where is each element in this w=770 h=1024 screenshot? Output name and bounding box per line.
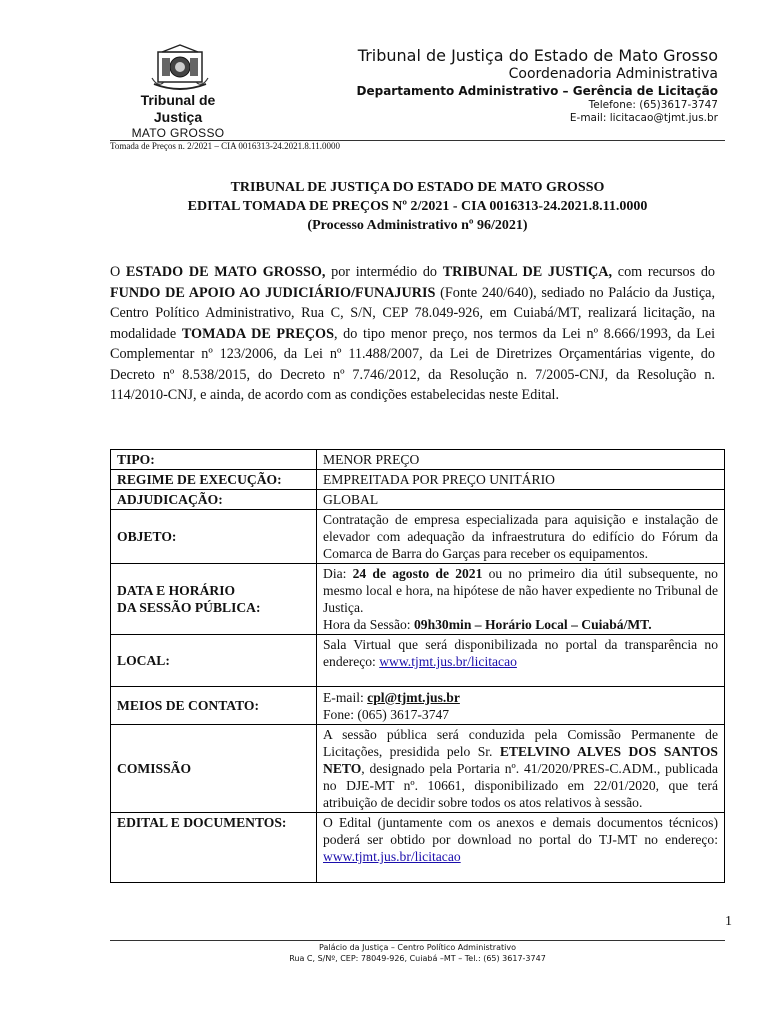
table-row	[111, 725, 725, 813]
title-line-2: EDITAL TOMADA DE PREÇOS Nº 2/2021 - CIA 0016313-24.2021.8.11.0000	[187, 199, 648, 214]
letterhead-court: Tribunal de Justiça do Estado de Mato Grosso	[357, 46, 718, 65]
cell-text: E-mail:	[323, 689, 368, 705]
intro-bold: FUNDO DE APOIO AO JUDICIÁRIO/FUNAJURIS	[110, 284, 436, 301]
edital-summary-table	[110, 449, 725, 883]
intro-paragraph	[110, 262, 715, 406]
row-value-adjudicacao: GLOBAL	[317, 490, 725, 510]
page-number: 1	[725, 914, 732, 929]
coat-of-arms-icon	[150, 44, 210, 96]
row-value-edital-documentos	[317, 813, 725, 883]
contact-phone: Fone: (065) 3617-3747	[323, 706, 450, 722]
cell-text: Hora da Sessão:	[323, 617, 414, 632]
letterhead-coordination: Coordenadoria Administrativa	[508, 66, 718, 82]
row-label-regime: REGIME DE EXECUÇÃO:	[111, 470, 317, 490]
document-reference: Tomada de Preços n. 2/2021 – CIA 0016313-24.2021.8.11.0000	[110, 141, 341, 151]
letterhead-department: Departamento Administrativo – Gerência de Licitação	[356, 84, 718, 98]
row-value-tipo: MENOR PREÇO	[317, 450, 725, 470]
row-value-data-horario	[317, 564, 725, 635]
footer-line-2: Rua C, S/Nº, CEP: 78049-926, Cuiabá –MT – Tel.: (65) 3617-3747	[289, 953, 546, 963]
row-value-objeto: Contratação de empresa especializada para aquisição e instalação de elevador com adequação da infraestrutura do edifício do Fórum da Comarca de Barra do Garças para receber os equipamentos.	[317, 510, 725, 564]
intro-bold: ESTADO DE MATO GROSSO,	[125, 264, 326, 280]
title-line-1: TRIBUNAL DE JUSTIÇA DO ESTADO DE MATO GROSSO	[230, 180, 605, 195]
intro-bold: TOMADA DE PREÇOS	[181, 325, 334, 342]
letterhead-email: E-mail: licitacao@tjmt.jus.br	[569, 112, 718, 124]
cell-text: Sala Virtual que será disponibilizada no portal da transparência no endereço:	[323, 637, 718, 669]
institution-name: Tribunal de Justiça	[140, 92, 216, 125]
footer	[110, 943, 725, 964]
row-label-data-horario	[111, 564, 317, 635]
row-label-tipo: TIPO:	[111, 450, 317, 470]
table-row	[111, 564, 725, 635]
row-value-regime: EMPREITADA POR PREÇO UNITÁRIO	[317, 470, 725, 490]
table-row	[111, 490, 725, 510]
title-line-3: (Processo Administrativo nº 96/2021)	[307, 218, 528, 233]
row-label-adjudicacao: ADJUDICAÇÃO:	[111, 490, 317, 510]
table-row	[111, 470, 725, 490]
table-row	[111, 635, 725, 687]
row-label-comissao: COMISSÃO	[111, 725, 317, 813]
row-label-meios-contato: MEIOS DE CONTATO:	[111, 687, 317, 725]
intro-text: , do tipo menor preço, nos termos da Lei nº 8.666/1993, da Lei Complementar nº 123/2006, da Lei nº 11.488/2007, da Lei de Diretrizes Orçamentárias vigente, do Decreto nº 8.538/2015, do Decreto nº 7.746/2012, da Resolução n. 7/2005-CNJ, da Resolução n. 114/2010-CNJ, e ainda, de acordo com as condições estabelecidas neste Edital.	[110, 325, 716, 403]
intro-text: (Fonte 240/640), sediado no Palácio da Justiça, Centro Político Administrativo, Rua C, S/N, CEP 78.049-926, em Cuiabá/MT, realizará licitação, na modalidade	[110, 284, 715, 342]
document-title	[110, 178, 725, 235]
cell-text: O Edital (juntamente com os anexos e demais documentos técnicos) poderá ser obtido por download no portal do TJ-MT no endereço:	[323, 815, 718, 847]
footer-divider	[110, 940, 725, 941]
cell-text: ou no primeiro dia útil subsequente, no mesmo local e hora, na hipótese de não haver expediente no Tribunal de Justiça.	[323, 566, 718, 615]
letterhead	[357, 46, 718, 125]
table-row	[111, 813, 725, 883]
intro-text: com recursos do	[612, 264, 716, 280]
row-value-comissao	[317, 725, 725, 813]
intro-text: O	[110, 264, 126, 280]
commission-president: ETELVINO ALVES DOS SANTOS NETO	[323, 744, 718, 776]
letterhead-phone: Telefone: (65)3617-3747	[588, 99, 718, 111]
table-row	[111, 450, 725, 470]
row-label-local: LOCAL:	[111, 635, 317, 687]
institution-state: MATO GROSSO	[131, 126, 225, 140]
table-row	[111, 510, 725, 564]
edital-download-link[interactable]: www.tjmt.jus.br/licitacao	[323, 849, 461, 864]
contact-email-link[interactable]: cpl@tjmt.jus.br	[367, 689, 460, 705]
row-label-edital-documentos: EDITAL E DOCUMENTOS:	[111, 813, 317, 883]
cell-text: Dia:	[323, 566, 353, 581]
session-time: 09h30min – Horário Local – Cuiabá/MT.	[413, 617, 652, 632]
footer-line-1: Palácio da Justiça – Centro Político Administrativo	[319, 943, 516, 952]
row-value-local	[317, 635, 725, 687]
label-line: DATA E HORÁRIO	[117, 583, 236, 598]
intro-bold: TRIBUNAL DE JUSTIÇA,	[442, 264, 613, 280]
cell-text: , designado pela Portaria nº. 41/2020/PRES-C.ADM., publicada no DJE-MT nº. 10661, disponibilizado em 22/01/2020, que terá atribuição de decidir sobre todos os atos relativos à sessão.	[323, 761, 718, 810]
intro-text: por intermédio do	[325, 264, 443, 280]
licitacao-link[interactable]: www.tjmt.jus.br/licitacao	[379, 654, 517, 669]
cell-text: A sessão pública será conduzida pela Comissão Permanente de Licitações, presidida pelo Sr.	[323, 727, 718, 759]
row-value-meios-contato	[317, 687, 725, 725]
table-row	[111, 687, 725, 725]
row-label-objeto: OBJETO:	[111, 510, 317, 564]
session-date: 24 de agosto de 2021	[352, 566, 483, 581]
label-line: DA SESSÃO PÚBLICA:	[117, 600, 261, 615]
